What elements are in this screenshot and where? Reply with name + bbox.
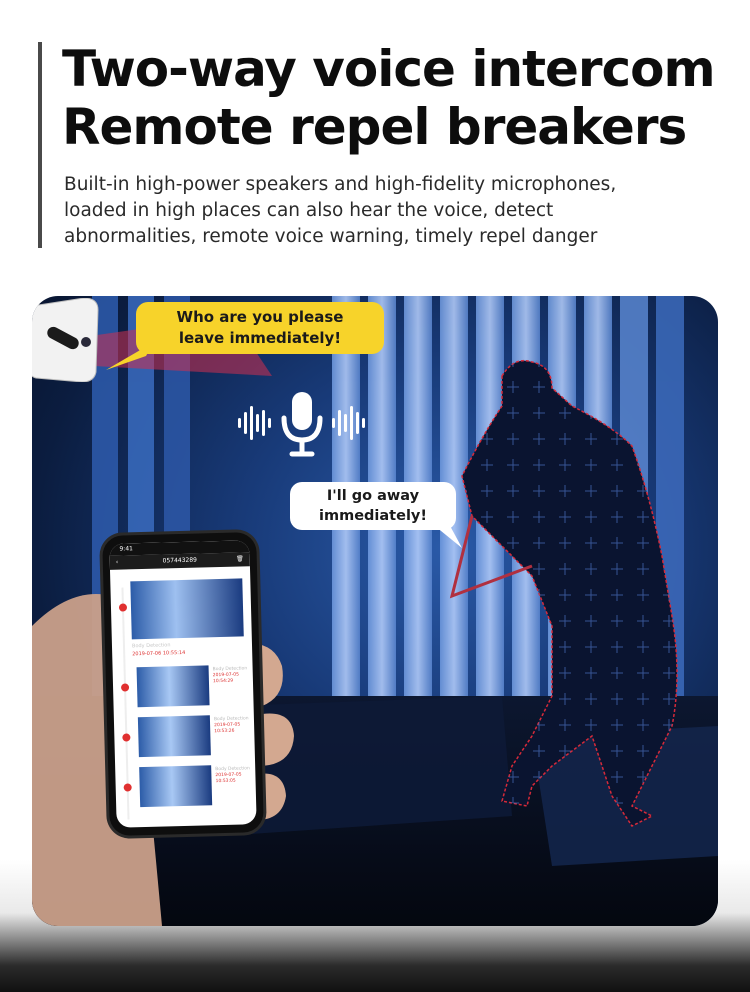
main-clip-time: 2019-07-06 10:55:14 [132,649,186,658]
event-info [214,716,252,735]
event-info [213,666,251,685]
event-clip[interactable] [139,765,212,807]
event-label: Body Detection [215,766,250,773]
description-line-1: Built-in high-power speakers and high-fidelity microphones, [64,174,617,195]
description [64,172,704,250]
device-id: 057443289 [162,556,198,565]
headline-line-1: Two-way voice intercom [62,40,715,98]
event-label: Body Detection [212,666,248,673]
event-clip[interactable] [137,665,210,707]
trash-icon[interactable]: 🗑 [236,555,244,563]
description-line-2: loaded in high places can also hear the voice, detect [64,200,554,221]
back-arrow-icon[interactable]: ‹ [115,558,119,566]
smartphone [102,532,264,836]
description-line-3: abnormalities, remote voice warning, timely repel danger [64,226,598,247]
event-time: 10:54:29 [212,678,234,685]
scene-illustration [32,296,718,926]
intruder-bubble-tail [428,522,468,552]
phone-app-header [110,552,250,570]
event-label: Body Detection [213,716,249,723]
camera-bubble-tail [102,336,162,376]
event-clip[interactable] [138,715,211,757]
intruder-reply-line-2: immediately! [319,508,427,524]
accent-bar [38,42,42,248]
event-time: 10:53:05 [215,778,236,785]
status-time: 9:41 [119,545,134,553]
camera-warning-line-1: Who are you please [176,308,344,326]
sound-wave-icon [238,406,271,440]
microphone-icon [232,388,372,460]
event-marker [122,733,130,741]
event-time: 10:53:26 [214,728,235,735]
event-date: 2019-07-05 [215,772,242,779]
headline [62,40,732,156]
main-video-clip[interactable] [130,578,243,639]
event-date: 2019-07-05 [214,722,241,729]
event-marker [119,603,127,611]
event-marker [124,783,132,791]
intruder-reply-line-1: I'll go away [326,488,420,504]
main-clip-label: Body Detection [131,642,171,650]
camera-warning-line-2: leave immediately! [178,329,342,347]
camera-device [32,298,106,382]
headline-line-2: Remote repel breakers [62,98,687,156]
event-date: 2019-07-05 [212,672,240,679]
sound-wave-icon [332,406,365,440]
phone-screen [109,540,256,828]
event-marker [121,683,129,691]
event-info [215,766,253,785]
camera-warning-bubble [136,302,384,354]
